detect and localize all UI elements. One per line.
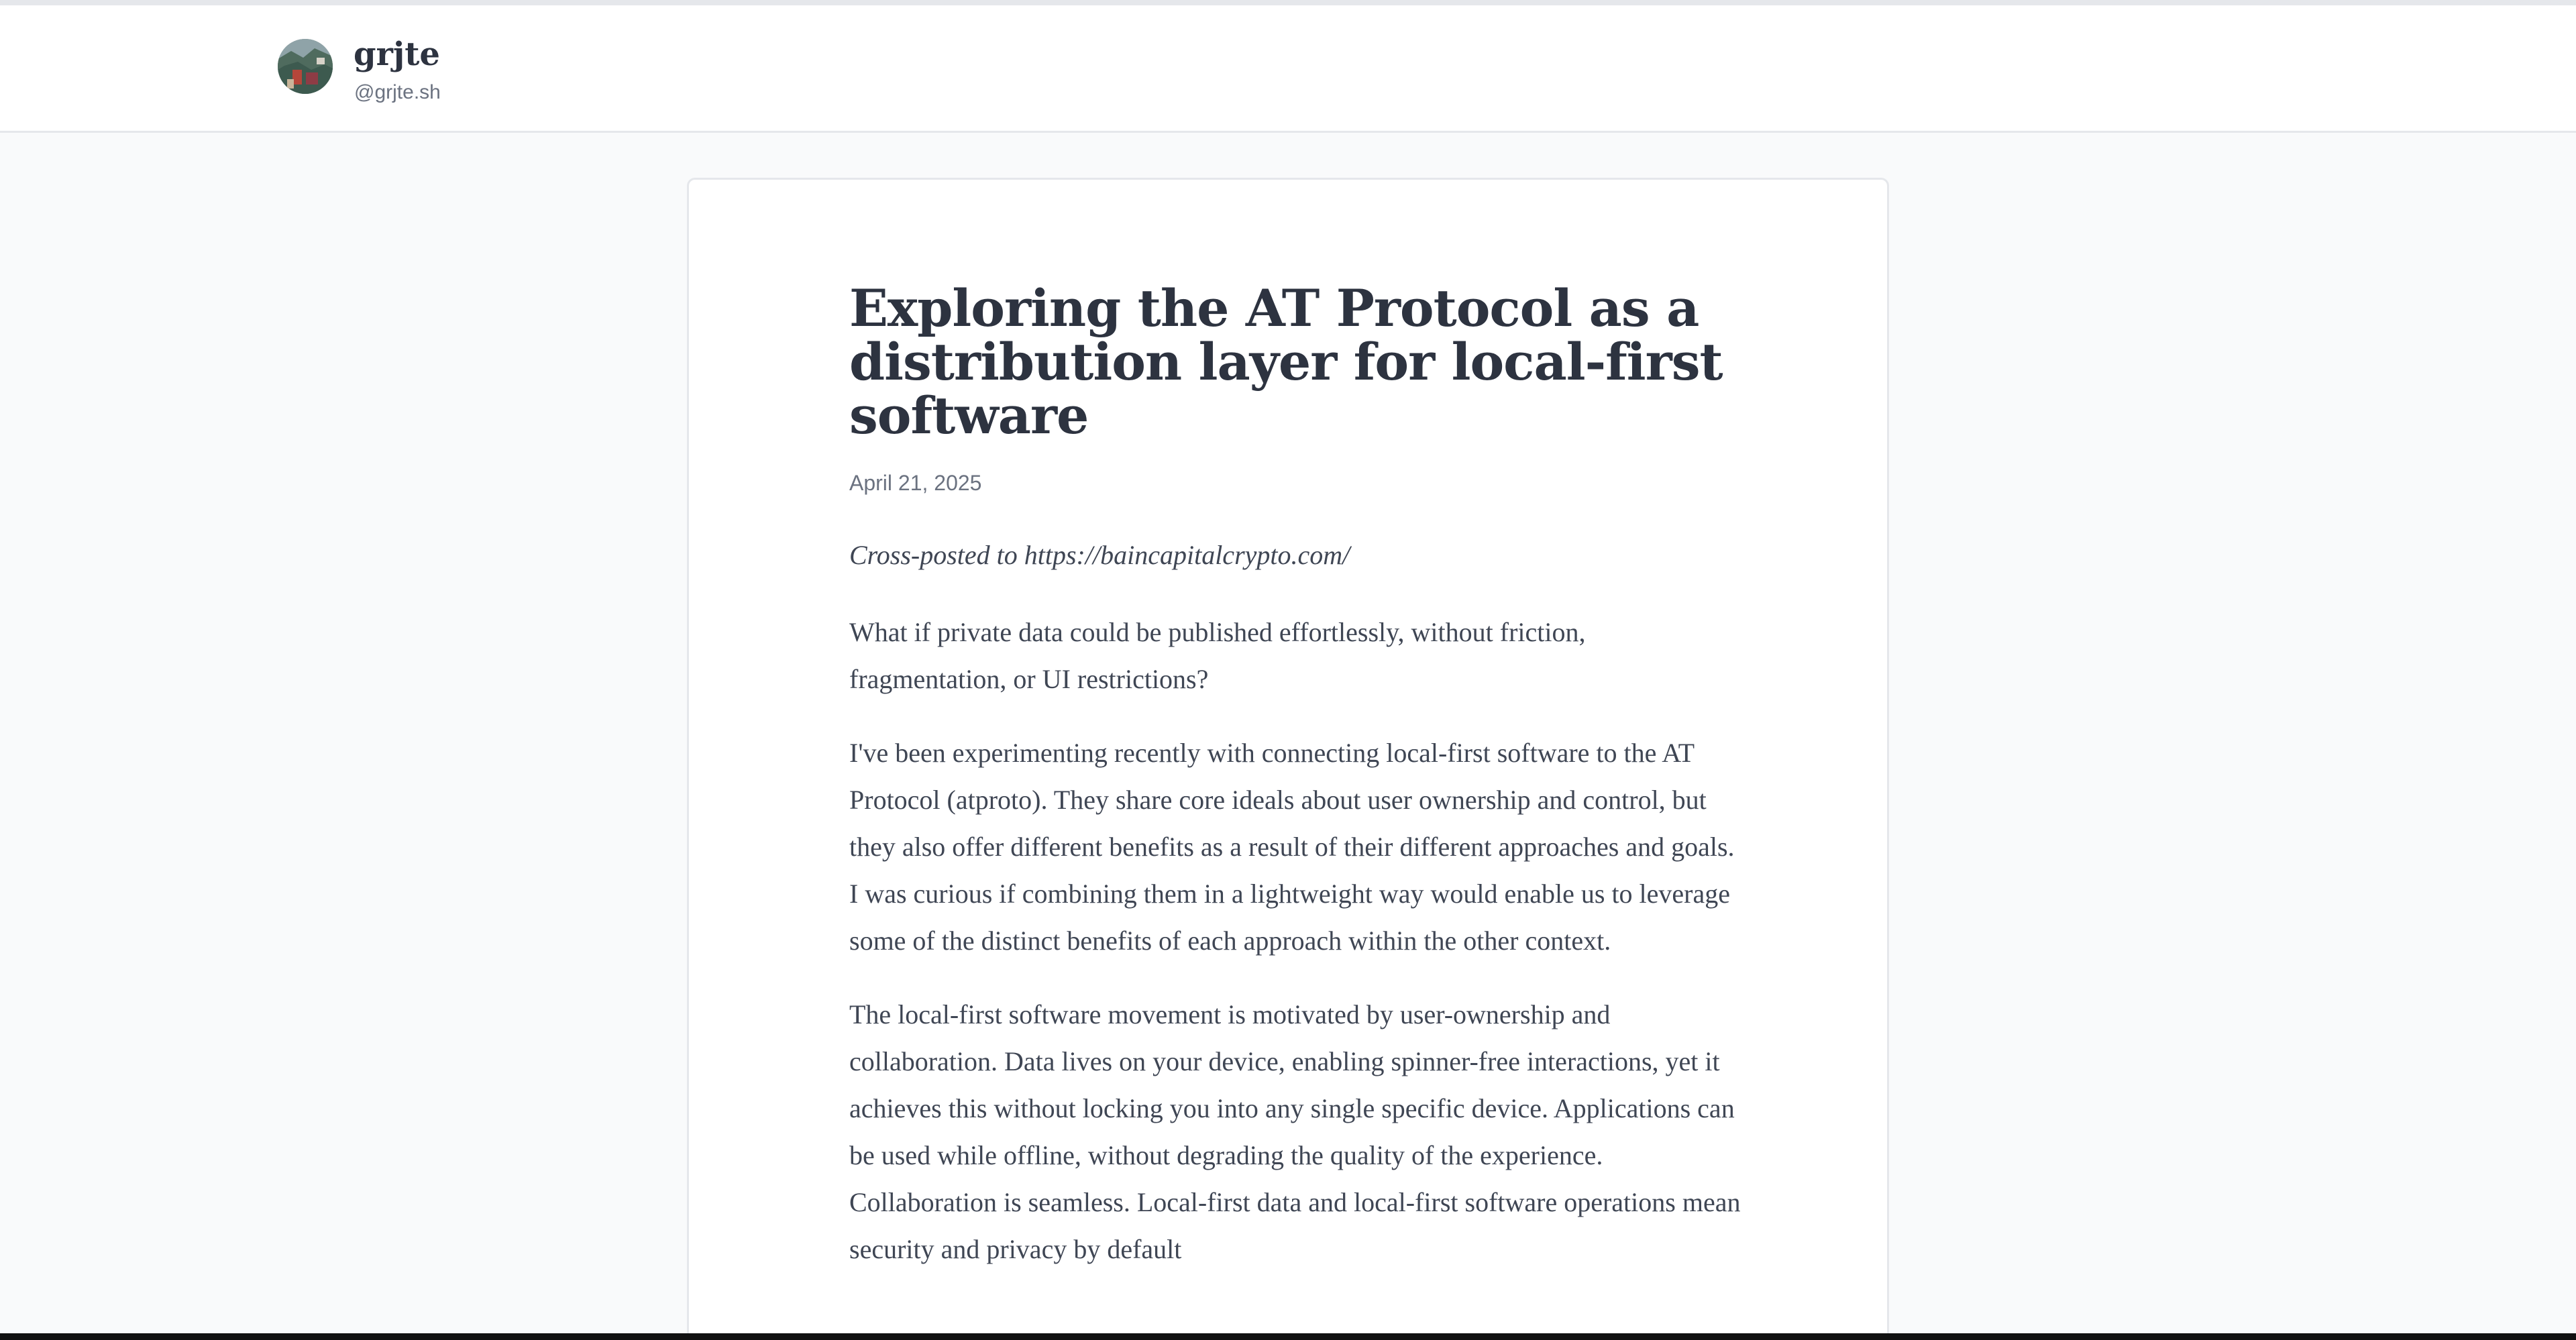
site-name[interactable]: grjte xyxy=(354,36,440,73)
article-paragraph: I've been experimenting recently with connecting local-first software to the AT Protocol (atproto). They share core ideals about user ownership and control, but they also offer different benefits as a result of their different approaches and goals. I was curious if combining them in a lightweight way would enable us to leverage some of the distinct benefits of each approach within the other context. xyxy=(849,738,1735,956)
site-header xyxy=(0,5,2576,133)
article-paragraph: What if private data could be published effortlessly, without friction, fragmentation, or UI restrictions? xyxy=(849,617,1586,694)
article-title: Exploring the AT Protocol as a distribution layer for local-first software xyxy=(849,278,1723,445)
article-date: April 21, 2025 xyxy=(849,471,982,495)
avatar-image-icon xyxy=(278,39,333,94)
avatar[interactable] xyxy=(278,39,333,94)
article xyxy=(849,278,1741,1300)
article-body xyxy=(849,535,1741,1273)
site-handle[interactable]: @grjte.sh xyxy=(354,81,441,103)
window-bottom-edge xyxy=(0,1333,2576,1340)
crosspost-note: Cross-posted to https://baincapitalcrypto.com/ xyxy=(849,540,1350,570)
article-paragraph: The local-first software movement is motivated by user-ownership and collaboration. Data lives on your device, enabling spinner-free interactions, yet it achieves this without locking you into any single specific device. Applications can be used while offline, without degrading the quality of the experience. Collaboration is seamless. Local-first data and local-first software operations mean security and privacy by default xyxy=(849,999,1741,1264)
window-top-strip xyxy=(0,0,2576,5)
